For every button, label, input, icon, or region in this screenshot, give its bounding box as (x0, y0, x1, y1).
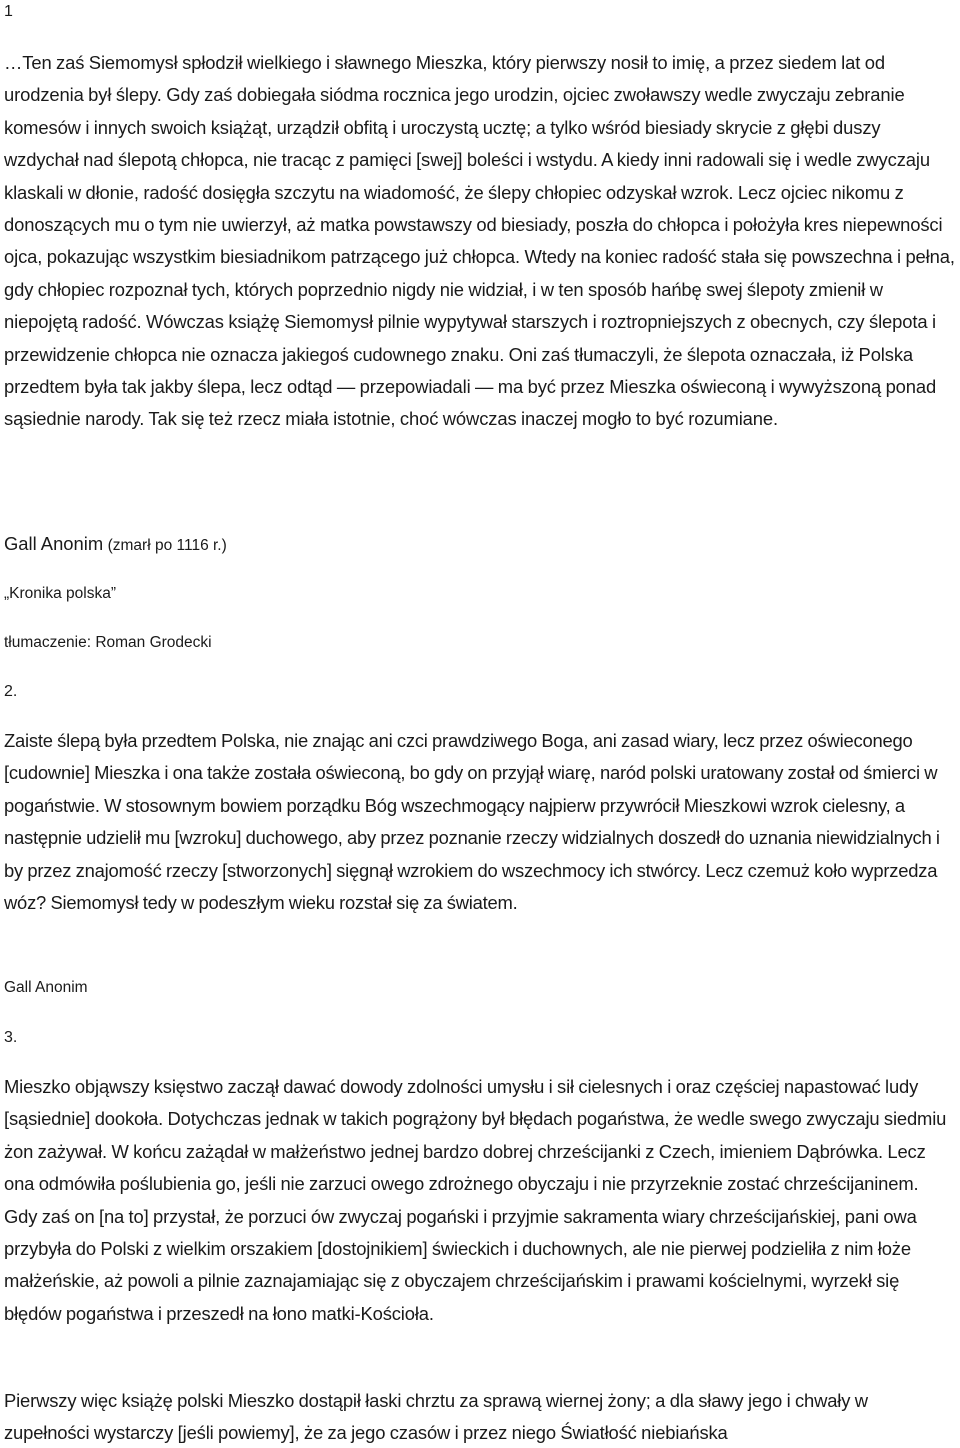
section-1-author-line (4, 533, 227, 557)
section-3-paragraph: Mieszko objąwszy księstwo zaczął dawać dowody zdolności umysłu i sił cielesnych i oraz częściej napastować ludy [sąsiednie] dookoła. Dotychczas jednak w takich pogrążony był błędach pogaństwa, że wedle swego zwyczaju siedmiu żon zażywał. W końcu zażądał w małżeństwo jednej bardzo dobrej chrześcijanki z Czech, imieniem Dąbrówka. Lecz ona odmówiła poślubienia go, jeśli nie zarzuci owego zdrożnego obyczaju i nie przyrzeknie zostać chrześcijaninem. Gdy zaś on [na to] przystał, że porzuci ów zwyczaj pogański i przyjmie sakramenta wiary chrześcijańskiej, pani owa przybyła do Polski z wielkim orszakiem [dostojnikiem] świeckich i duchownych, ale nie pierwej podzieliła z nim łoże małżeńskie, aż powoli a pilnie zaznajamiając się z obyczajem chrześcijańskim i prawami kościelnymi, wyrzekł się błędów pogaństwa i przeszedł na łono matki-Kościoła. (4, 1076, 947, 1324)
section-number-1: 1 (4, 3, 13, 20)
author-death-note: (zmarł po 1116 r.) (107, 537, 227, 554)
section-2-author: Gall Anonim (4, 979, 88, 996)
section-2-paragraph: Zaiste ślepą była przedtem Polska, nie znając ani czci prawdziwego Boga, ani zasad wiary, lecz przez oświeconego [cudownie] Mieszka i ona także została oświeconą, bo gdy on przyjął wiarę, naród polski uratowany został od śmierci w pogaństwie. W stosownym bowiem porządku Bóg wszechmogący najpierw przywrócił Mieszkowi wzrok cielesny, a następnie udzielił mu [wzroku] duchowego, aby przez poznanie rzeczy widzialnych doszedł do uznania niewidzialnych i by przez znajomość rzeczy [stworzonych] sięgnął wzrokiem do wszechmocy ich stwórcy. Lecz czemuż koło wyprzedza wóz? Siemomysł tedy w podeszłym wieku rozstał się za światem. (4, 730, 940, 914)
section-number-2: 2. (4, 683, 18, 700)
work-title: „Kronika polska” (4, 585, 116, 602)
author-name: Gall Anonim (4, 533, 104, 554)
section-number-3: 3. (4, 1029, 18, 1046)
translator-credit: tłumaczenie: Roman Grodecki (4, 634, 212, 651)
section-3-paragraph-2: Pierwszy więc książę polski Mieszko dostąpił łaski chrztu za sprawą wiernej żony; a dla sławy jego i chwały w zupełności wystarczy [jeśli powiemy], że za jego czasów i przez niego Światłość niebiańska (4, 1390, 868, 1444)
section-1-paragraph: …Ten zaś Siemomysł spłodził wielkiego i sławnego Mieszka, który pierwszy nosił to imię, a przez siedem lat od urodzenia był ślepy. Gdy zaś dobiegała siódma rocznica jego urodzin, ojciec zwoławszy wedle zwyczaju zebranie komesów i innych swoich książąt, urządził obfitą i uroczystą ucztę; a tylko wśród biesiady skrycie z głębi duszy wzdychał nad ślepotą chłopca, nie tracąc z pamięci [swej] boleści i wstydu. A kiedy inni radowali się i wedle zwyczaju klaskali w dłonie, radość dosięgła szczytu na wiadomość, że ślepy chłopiec odzyskał wzrok. Lecz ojciec nikomu z donoszących mu o tym nie uwierzył, aż matka powstawszy od biesiady, poszła do chłopca i położyła kres niepewności ojca, pokazując wszystkim biesiadnikom patrzącego już chłopca. Wtedy na koniec radość stała się powszechna i pełna, gdy chłopiec rozpoznał tych, których poprzednio nigdy nie widział, i w ten sposób hańbę swej ślepoty zmienił w niepojętą radość. Wówczas książę Siemomysł pilnie wypytywał starszych i roztropniejszych z obecnych, czy ślepota i przewidzenie chłopca nie oznacza jakiegoś cudownego znaku. Oni zaś tłumaczyli, że ślepota oznaczała, iż Polska przedtem była tak jakby ślepa, lecz odtąd — przepowiadali — ma być przez Mieszka oświeconą i wywyższoną ponad sąsiednie narody. Tak się też rzecz miała istotnie, choć wówczas inaczej mogło to być rozumiane. (4, 52, 955, 430)
